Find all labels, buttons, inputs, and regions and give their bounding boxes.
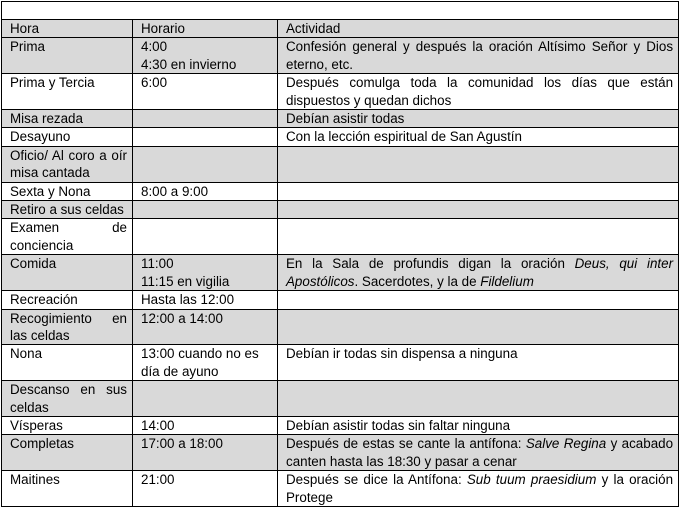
hora-cell: Maitines — [2, 471, 133, 507]
table-row — [2, 435, 679, 471]
actividad-text: Debían asistir todas sin faltar ninguna — [286, 417, 511, 433]
header-horario: Horario — [133, 20, 278, 38]
table-row — [2, 219, 679, 255]
hora-cell: Descanso en sus celdas — [2, 381, 133, 417]
hora-cell: Oficio/ Al coro a oír misa cantada — [2, 146, 133, 182]
actividad-text: Después comulga toda la comunidad los días que están dispuestos y quedan dichos — [286, 75, 674, 108]
hora-cell: Desayuno — [2, 128, 133, 146]
table-row — [2, 381, 679, 417]
horario-line: 13:00 cuando no es día de ayuno — [141, 346, 259, 379]
horario-line: 4:00 — [141, 39, 168, 55]
horario-line: Hasta las 12:00 — [141, 292, 235, 308]
horario-line: 11:00 — [141, 256, 174, 272]
actividad-text: Debían asistir todas — [286, 111, 405, 127]
horario-line: 8:00 a 9:00 — [141, 183, 209, 199]
hora-cell: Misa rezada — [2, 110, 133, 128]
table-row — [2, 345, 679, 381]
table-row — [2, 291, 679, 309]
actividad-cell — [278, 38, 679, 74]
actividad-cell — [278, 416, 679, 434]
actividad-cell — [278, 291, 679, 309]
actividad-text: Después de estas se cante la antífona: — [286, 436, 526, 452]
actividad-text: En la Sala de profundis digan la oración — [286, 256, 575, 272]
horario-cell — [133, 435, 278, 471]
table-row — [2, 471, 679, 507]
actividad-text: Confesión general y después la oración Altísimo Señor y Dios eterno, etc. — [286, 39, 674, 72]
actividad-italic-text: Fildelium — [480, 273, 534, 289]
horario-line: 6:00 — [141, 75, 168, 91]
actividad-text: y la oración Protege — [286, 472, 674, 505]
horario-cell — [133, 219, 278, 255]
horario-cell — [133, 201, 278, 219]
actividad-cell — [278, 435, 679, 471]
actividad-italic-text: Sub tuum praesidium — [466, 472, 597, 488]
hora-cell: Retiro a sus celdas — [2, 201, 133, 219]
horario-cell — [133, 38, 278, 74]
hora-cell: Vísperas — [2, 416, 133, 434]
hora-cell: Prima y Tercia — [2, 74, 133, 110]
horario-cell — [133, 345, 278, 381]
horario-cell — [133, 291, 278, 309]
horario-cell — [133, 128, 278, 146]
hora-cell: Nona — [2, 345, 133, 381]
horario-line: 14:00 — [141, 417, 175, 433]
table-row — [2, 182, 679, 200]
horario-cell — [133, 255, 278, 291]
actividad-text: Con la lección espiritual de San Agustín — [286, 129, 522, 145]
actividad-cell — [278, 309, 679, 345]
horario-line: 12:00 a 14:00 — [141, 310, 223, 326]
horario-cell — [133, 471, 278, 507]
hora-cell: Recogimiento en las celdas — [2, 309, 133, 345]
actividad-cell — [278, 110, 679, 128]
table-row — [2, 128, 679, 146]
table-row — [2, 146, 679, 182]
actividad-cell — [278, 201, 679, 219]
table-row — [2, 74, 679, 110]
actividad-cell — [278, 182, 679, 200]
schedule-table — [1, 1, 679, 507]
table-row — [2, 38, 679, 74]
horario-line: 21:00 — [141, 472, 175, 488]
actividad-cell — [278, 219, 679, 255]
actividad-text: Después se dice la Antífona: — [286, 472, 467, 488]
actividad-cell — [278, 345, 679, 381]
actividad-cell — [278, 146, 679, 182]
horario-cell — [133, 416, 278, 434]
actividad-text: . Sacerdotes, y la de — [354, 273, 481, 289]
header-actividad: Actividad — [278, 20, 679, 38]
actividad-cell — [278, 381, 679, 417]
hora-cell: Examen de conciencia — [2, 219, 133, 255]
actividad-italic-text: Deus, qui inter Apostólicos — [286, 256, 674, 289]
hora-cell: Prima — [2, 38, 133, 74]
table-row — [2, 416, 679, 434]
horario-cell — [133, 381, 278, 417]
horario-line: 17:00 a 18:00 — [141, 436, 223, 452]
blank-row — [2, 2, 679, 20]
header-hora: Hora — [2, 20, 133, 38]
horario-line: 4:30 en invierno — [141, 56, 237, 72]
hora-cell: Completas — [2, 435, 133, 471]
horario-cell — [133, 146, 278, 182]
actividad-cell — [278, 471, 679, 507]
blank-cell — [2, 2, 679, 20]
table-row — [2, 110, 679, 128]
hora-cell: Sexta y Nona — [2, 182, 133, 200]
horario-cell — [133, 182, 278, 200]
actividad-text: Debían ir todas sin dispensa a ninguna — [286, 346, 518, 362]
horario-cell — [133, 110, 278, 128]
hora-cell: Recreación — [2, 291, 133, 309]
header-row — [2, 20, 679, 38]
table-row — [2, 309, 679, 345]
table-row — [2, 201, 679, 219]
actividad-italic-text: Salve Regina — [525, 436, 607, 452]
actividad-text: y acabado canten hasta las 18:30 y pasar a cenar — [286, 436, 674, 469]
table-row — [2, 255, 679, 291]
actividad-cell — [278, 74, 679, 110]
horario-cell — [133, 309, 278, 345]
hora-cell: Comida — [2, 255, 133, 291]
horario-line: 11:15 en vigilia — [141, 273, 230, 289]
actividad-cell — [278, 128, 679, 146]
actividad-cell — [278, 255, 679, 291]
horario-cell — [133, 74, 278, 110]
